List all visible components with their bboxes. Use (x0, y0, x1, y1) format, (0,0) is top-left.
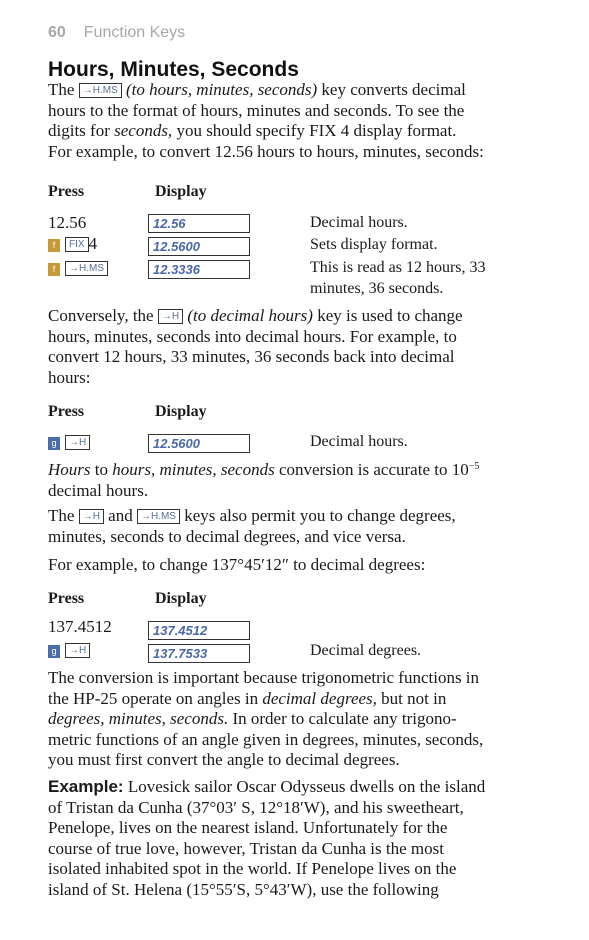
trig-paragraph (48, 668, 548, 771)
converse-line-1: Conversely, the →H (to decimal hours) key is used to change (48, 306, 463, 325)
g-key: g (48, 437, 60, 450)
press-cell: 12.56 (48, 213, 87, 232)
display-header: Display (155, 590, 207, 607)
accuracy-paragraph (48, 460, 548, 501)
trig-line-3: degrees, minutes, seconds. In order to calculate any trigono- (48, 709, 457, 728)
press-header: Press (48, 403, 85, 420)
g-key: g (48, 645, 60, 658)
display-readout: 12.56 (148, 214, 250, 233)
also-paragraph (48, 506, 548, 547)
press-cell (48, 432, 90, 452)
display-readout: 137.4512 (148, 621, 250, 640)
example-paragraph (48, 777, 548, 900)
example-label: Example: (48, 777, 124, 796)
note-cell: Sets display format. (310, 236, 438, 253)
converse-line-2: hours, minutes, seconds into decimal hours. For example, to (48, 326, 457, 346)
example-line-1: Example: Lovesick sailor Oscar Odysseus dwells on the island (48, 777, 486, 796)
accuracy-line-2: decimal hours. (48, 480, 149, 500)
page-header (48, 24, 185, 42)
note-cell: Decimal degrees. (310, 642, 422, 659)
fix-key: FIX (65, 237, 89, 252)
f-key: f (48, 263, 60, 276)
display-readout: 137.7533 (148, 644, 250, 663)
example-line-2: of Tristan da Cunha (37°03′ S, 12°18′W), and his sweetheart, (48, 797, 464, 817)
display-readout: 12.3336 (148, 260, 250, 279)
trig-line-1: The conversion is important because trigonometric functions in (48, 668, 480, 687)
intro-line-2: hours to the format of hours, minutes and seconds. To see the (48, 100, 465, 120)
press-cell: 137.4512 (48, 617, 112, 636)
example-line-6: island of St. Helena (15°55′S, 5°43′W), use the following (48, 879, 439, 899)
intro-line-3: digits for seconds, you should specify FIX 4 display format. (48, 121, 457, 140)
intro-line-1: The →H.MS (to hours, minutes, seconds) key converts decimal (48, 80, 466, 99)
converse-line-4: hours: (48, 367, 91, 387)
also-line-1: The →H and →H.MS keys also permit you to change degrees, (48, 506, 456, 525)
converse-line-3: convert 12 hours, 33 minutes, 36 seconds back into decimal (48, 347, 455, 366)
to-h-key: →H (79, 509, 104, 524)
example-line-4: course of true love, however, Tristan da Cunha is the most (48, 838, 444, 858)
note-cell: Decimal hours. (310, 433, 408, 450)
trig-line-4: metric functions of an angle given in degrees, minutes, seconds, (48, 729, 484, 749)
note-cell: This is read as 12 hours, 33 minutes, 36 seconds. (310, 259, 486, 297)
to-h-key: →H (158, 309, 183, 324)
intro-paragraph (48, 80, 548, 162)
press-cell: f FIX 4 (48, 234, 97, 254)
to-hms-key: →H.MS (137, 509, 180, 524)
display-header: Display (155, 183, 207, 200)
trig-line-5: you must first convert the angle to decimal degrees. (48, 750, 400, 769)
press-cell (48, 640, 90, 660)
to-hms-key: →H.MS (79, 83, 122, 98)
also-line-2: minutes, seconds to decimal degrees, and vice versa. (48, 526, 406, 546)
converse-paragraph (48, 306, 548, 388)
press-header: Press (48, 590, 85, 607)
page-number: 60 (48, 24, 66, 41)
to-h-key: →H (65, 643, 90, 658)
note-cell: Decimal hours. (310, 214, 408, 231)
press-cell (48, 258, 108, 278)
display-readout: 12.5600 (148, 434, 250, 453)
section-heading: Hours, Minutes, Seconds (48, 58, 299, 81)
trig-line-2: the HP-25 operate on angles in decimal degrees, but not in (48, 688, 447, 708)
section-title: Function Keys (83, 24, 186, 41)
to-hms-key: →H.MS (65, 261, 108, 276)
display-header: Display (155, 403, 207, 420)
intro-line-4: For example, to convert 12.56 hours to hours, minutes, seconds: (48, 141, 484, 161)
press-header: Press (48, 183, 85, 200)
example-line-5: isolated inhabited spot in the world. If Penelope lives on the (48, 859, 457, 878)
accuracy-line-1: Hours to hours, minutes, seconds conversion is accurate to $10^{-5}$ (48, 460, 480, 479)
display-readout: 12.5600 (148, 237, 250, 256)
example-intro: For example, to change 137°45′12″ to decimal degrees: (48, 555, 426, 574)
to-h-key: →H (65, 435, 90, 450)
example-line-3: Penelope, lives on the nearest island. Unfortunately for the (48, 818, 448, 837)
f-key: f (48, 239, 60, 252)
